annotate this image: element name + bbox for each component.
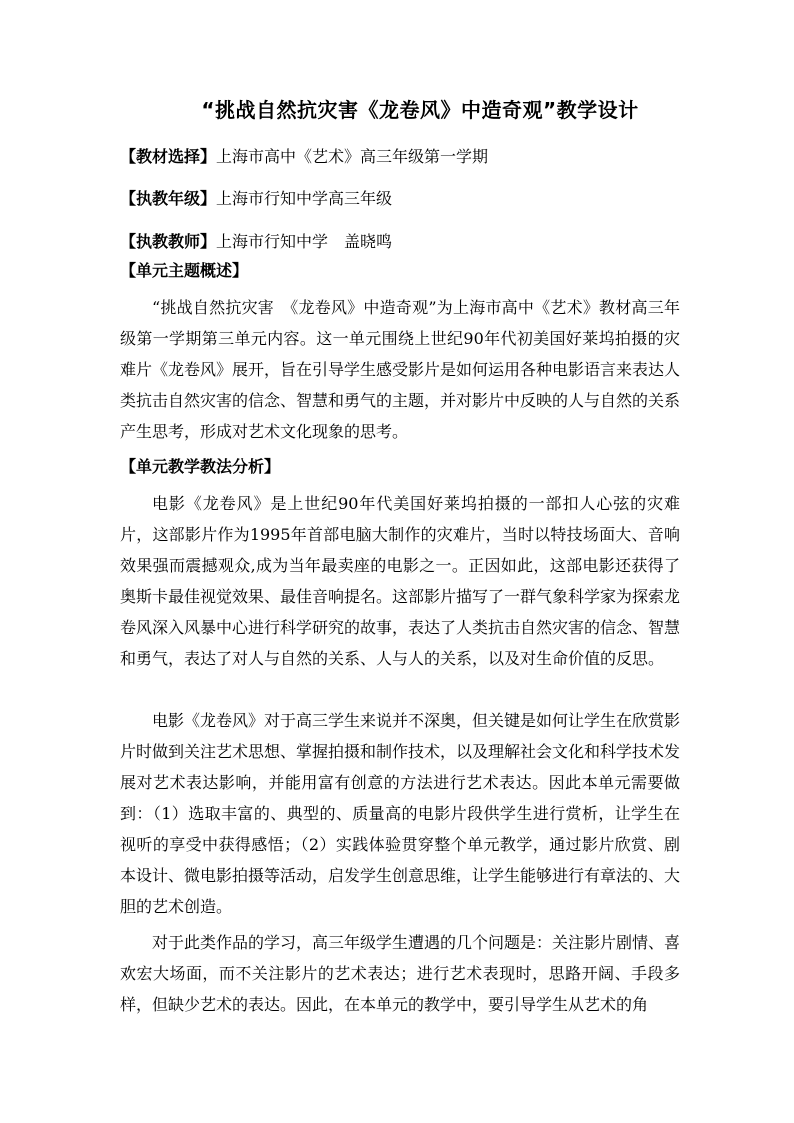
meta-teacher-label: 【执教教师】: [120, 232, 217, 251]
meta-textbook-value: 上海市高中《艺术》高三年级第一学期: [216, 147, 489, 166]
meta-teacher-value: 上海市行知中学 盖晓鸣: [216, 232, 393, 251]
method-paragraph-2: 电影《龙卷风》对于高三学生来说并不深奥，但关键是如何让学生在欣赏影片时做到关注艺术思想、掌握拍摄和制作技术，以及理解社会文化和科学技术发展对艺术表达影响，并能用富有创意的方法进行艺术表达。因此本单元需要做到：（1）选取丰富的、典型的、质量高的电影片段供学生进行赏析，让学生在视听的享受中获得感悟；（2）实践体验贯穿整个单元教学，通过影片欣赏、剧本设计、微电影拍摄等活动，启发学生创意思维，让学生能够进行有章法的、大胆的艺术创造。: [120, 711, 681, 916]
section-heading-overview: 【单元主题概述】: [120, 261, 249, 280]
meta-teacher: [120, 230, 392, 254]
document-title: “挑战自然抗灾害《龙卷风》中造奇观”教学设计: [201, 98, 639, 122]
meta-textbook: [120, 145, 488, 169]
meta-grade-value: 上海市行知中学高三年级: [216, 189, 393, 208]
meta-grade: [120, 187, 392, 211]
meta-textbook-label: 【教材选择】: [120, 147, 217, 166]
section-heading-method: 【单元教学教法分析】: [120, 457, 281, 476]
method-paragraph-1: 电影《龙卷风》是上世纪90年代美国好莱坞拍摄的一部扣人心弦的灾难片，这部影片作为1995年首部电脑大制作的灾难片，当时以特技场面大、音响效果强而震撼观众,成为当年最卖座的电影之一。正因如此，这部电影还获得了奥斯卡最佳视觉效果、最佳音响提名。这部影片描写了一群气象科学家为探索龙卷风深入风暴中心进行科学研究的故事，表达了人类抗击自然灾害的信念、智慧和勇气，表达了对人与自然的关系、人与人的关系，以及对生命价值的反思。: [120, 494, 681, 668]
overview-paragraph: “挑战自然抗灾害 《龙卷风》中造奇观”为上海市高中《艺术》教材高三年级第一学期第三单元内容。这一单元围绕上世纪90年代初美国好莱坞拍摄的灾难片《龙卷风》展开，旨在引导学生感受影片是如何运用各种电影语言来表达人类抗击自然灾害的信念、智慧和勇气的主题，并对影片中反映的人与自然的关系产生思考，形成对艺术文化现象的思考。: [120, 298, 681, 441]
meta-grade-label: 【执教年级】: [120, 189, 217, 208]
method-paragraph-3: 对于此类作品的学习，高三年级学生遭遇的几个问题是：关注影片剧情、喜欢宏大场面，而不关注影片的艺术表达；进行艺术表现时，思路开阔、手段多样，但缺少艺术的表达。因此，在本单元的教学中，要引导学生从艺术的角: [120, 933, 681, 1014]
